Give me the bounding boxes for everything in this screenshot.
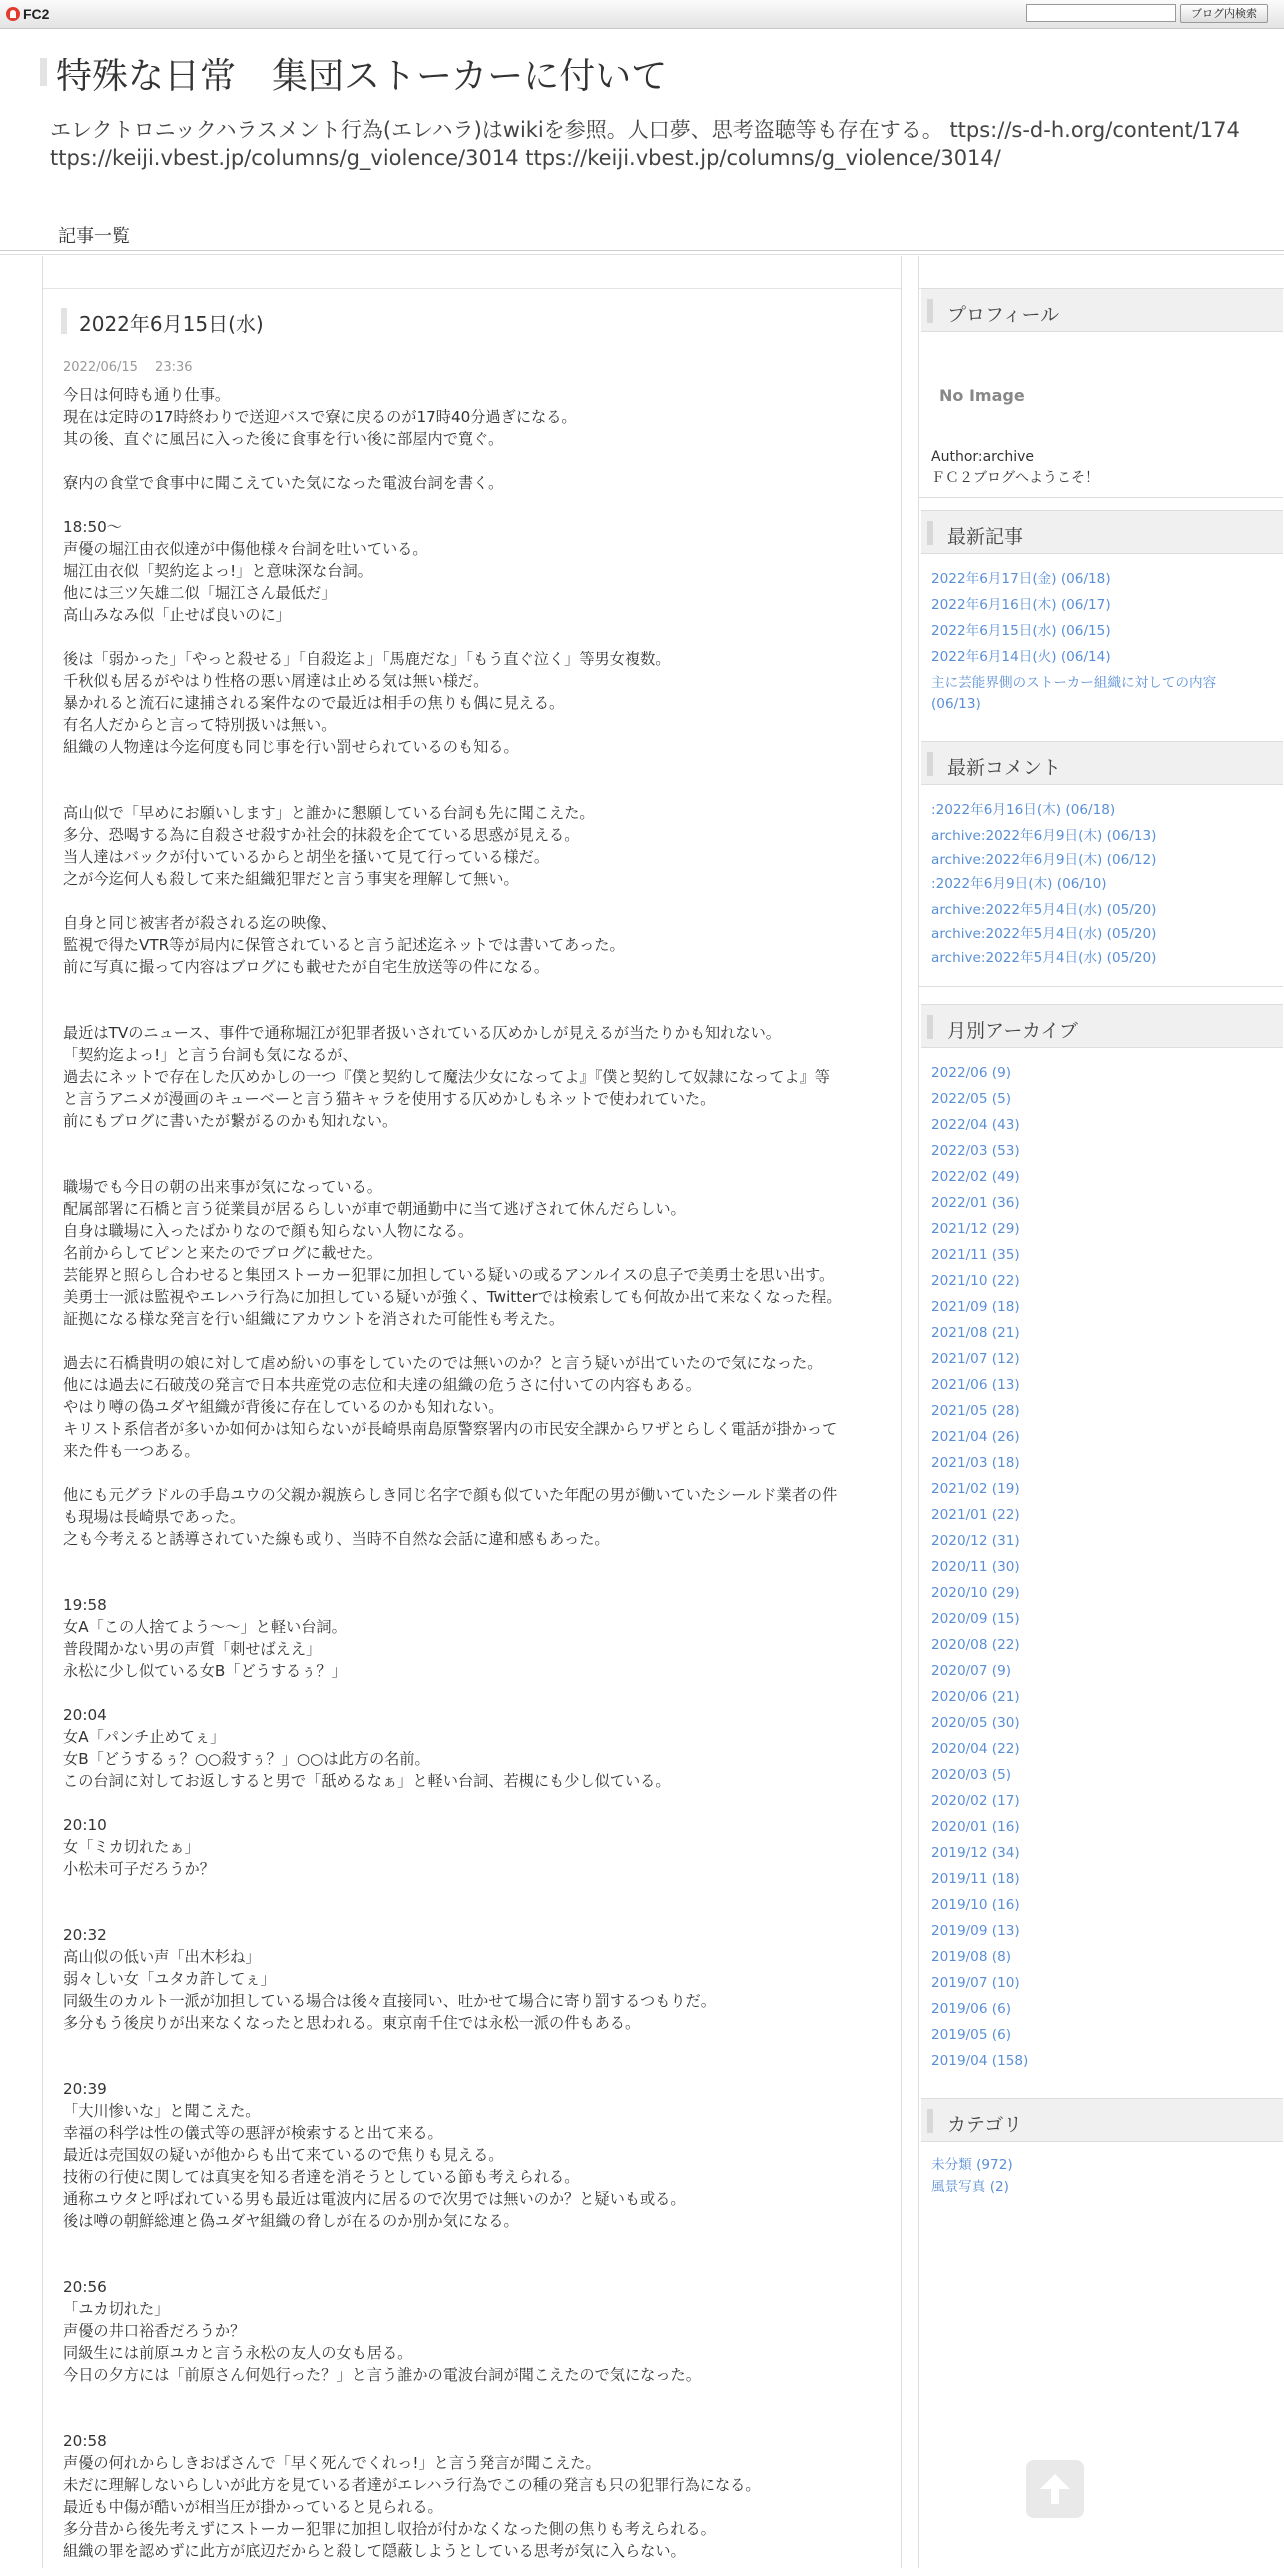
archive-month-link[interactable]: 2022/03 (53) — [931, 1143, 1020, 1159]
main-column — [42, 256, 902, 2568]
archive-month-link[interactable]: 2019/06 (6) — [931, 2001, 1012, 2017]
scroll-to-top-button[interactable] — [1026, 2460, 1084, 2518]
entry-line: 名前からしてピンと来たのでブログに載せた。 — [63, 1244, 382, 1262]
entry-line: 組織の罪を認めずに此方が底辺だからと殺して隠蔽しようとしている思考が気に入らない。 — [63, 2542, 686, 2560]
entry-line: 通称ユウタと呼ばれている男も最近は電波内に居るので次男では無いのか？と疑いも或る。 — [63, 2190, 686, 2208]
archive-month-link[interactable]: 2021/06 (13) — [931, 1377, 1020, 1393]
entry-line: 芸能界と照らし合わせると集団ストーカー犯罪に加担している疑いの或るアンルイスの息子で美勇士を思い出す。 — [63, 1266, 835, 1284]
entry-line: 20:39 — [63, 2080, 107, 2098]
entry-line: 声優の何れからしきおばさんで「早く死んでくれっ!」と言う発言が聞こえた。 — [63, 2454, 601, 2472]
blank-line — [63, 1682, 893, 1704]
entry-line: 今日の夕方には「前原さん何処行った？」と言う誰かの電波台詞が聞こえたので気になった。 — [63, 2366, 701, 2384]
entry-line: 職場でも今日の朝の出来事が気になっている。 — [63, 1178, 382, 1196]
blank-line — [63, 758, 893, 780]
blank-line — [63, 780, 893, 802]
archive-month-link[interactable]: 2020/09 (15) — [931, 1611, 1020, 1627]
entry-line: 18:50～ — [63, 518, 122, 536]
entry-line: 女「ミカ切れたぁ」 — [63, 1838, 200, 1856]
entry-title[interactable]: 2022年6月15日(水) — [79, 312, 264, 336]
entry-line: 女A「パンチ止めてぇ」 — [63, 1728, 226, 1746]
archives-title: 月別アーカイブ — [947, 1020, 1078, 1042]
archives-widget-title — [921, 1004, 1283, 1048]
recent-comment-link[interactable]: archive:2022年5月4日(水) (05/20) — [931, 926, 1157, 942]
blank-line — [63, 2034, 893, 2056]
blank-line — [63, 1572, 893, 1594]
blank-line — [63, 1132, 893, 1154]
title-accent-bar — [40, 58, 47, 86]
entry-line: 今日は何時も通り仕事。 — [63, 386, 231, 404]
fc2-toolbar — [0, 0, 1284, 29]
entry-line: 「ユカ切れた」 — [63, 2300, 170, 2318]
blank-line — [63, 1902, 893, 1924]
entry-line: 美勇士一派は監視やエレハラ行為に加担している疑いが強く、Twitterでは検索しても何故か出て来なくなった程。 — [63, 1288, 842, 1306]
category-link[interactable]: 風景写真 (2) — [931, 2179, 1009, 2195]
entry-line: 弱々しい女「ユタカ許してぇ」 — [63, 1970, 276, 1988]
archive-month-link[interactable]: 2020/07 (9) — [931, 1663, 1012, 1679]
entry-line: 最近も中傷が酷いが相当圧が掛かっていると見られる。 — [63, 2498, 443, 2516]
entry-line: 之が今迄何人も殺して来た組織犯罪だと言う事実を理解して無い。 — [63, 870, 519, 888]
fc2-logo-text: FC2 — [23, 6, 50, 22]
entry-line: 暴かれると流石に逮捕される案件なので最近は相手の焦りも偶に見える。 — [63, 694, 565, 712]
entry-line: 前に写真に撮って内容はブログにも載せたが自宅生放送等の件になる。 — [63, 958, 549, 976]
archive-month-link[interactable]: 2021/05 (28) — [931, 1403, 1020, 1419]
fc2-logo[interactable] — [6, 5, 49, 23]
archive-month-link[interactable]: 2021/04 (26) — [931, 1429, 1020, 1445]
entry-line: 「大川惨いな」と聞こえた。 — [63, 2102, 261, 2120]
entry-line: 同級生のカルト一派が加担している場合は後々直接同い、吐かせて場合に寄り罰するつもりだ。 — [63, 1992, 716, 2010]
recent-comment-link[interactable]: :2022年6月16日(木) (06/18) — [931, 802, 1116, 818]
profile-title: プロフィール — [947, 304, 1060, 326]
entry-line: 高山似で「早めにお願いします」と誰かに懇願している台詞も先に聞こえた。 — [63, 804, 595, 822]
entry-line: 20:56 — [63, 2278, 107, 2296]
blank-line — [63, 2056, 893, 2078]
nav-article-list[interactable]: 記事一覧 — [58, 226, 130, 247]
blank-line — [63, 2408, 893, 2430]
archive-month-link[interactable]: 2020/08 (22) — [931, 1637, 1020, 1653]
blank-line — [63, 1154, 893, 1176]
entry-line: 技術の行使に関しては真実を知る者達を消そうとしている節も考えられる。 — [63, 2168, 580, 2186]
entry-line: 幸福の科学は性の儀式等の悪評が検索すると出て来る。 — [63, 2124, 443, 2142]
profile-widget-title — [921, 288, 1283, 332]
entry-line: 高山似の低い声「出木杉ね」 — [63, 1948, 261, 1966]
widget-accent — [927, 1015, 933, 1039]
entry-line: 「契約迄よっ!」と言う台詞も気になるが、 — [63, 1046, 358, 1064]
recent-comment-link[interactable]: archive:2022年6月9日(木) (06/13) — [931, 828, 1157, 844]
entry-line: 最近は売国奴の疑いが他からも出て来ているので焦りも見える。 — [63, 2146, 504, 2164]
profile-no-image: No Image — [939, 386, 1025, 405]
archive-month-link[interactable]: 2021/11 (35) — [931, 1247, 1020, 1263]
recent-comment-link[interactable]: :2022年6月9日(木) (06/10) — [931, 876, 1107, 892]
archive-month-link[interactable]: 2019/10 (16) — [931, 1897, 1020, 1913]
entry-line: 同級生には前原ユカと言う永松の友人の女も居る。 — [63, 2344, 413, 2362]
blank-line — [63, 626, 893, 648]
entry-line: 自身と同じ被害者が殺される迄の映像、 — [63, 914, 337, 932]
recent-entry-link[interactable]: 2022年6月16日(木) (06/17) — [931, 597, 1111, 613]
entry-title-accent — [61, 308, 67, 334]
category-link[interactable]: 未分類 (972) — [931, 2157, 1013, 2173]
archive-month-link[interactable]: 2020/03 (5) — [931, 1767, 1012, 1783]
recent-entry-link[interactable]: 2022年6月17日(金) (06/18) — [931, 571, 1111, 587]
entry-line: 高山みなみ似「止せば良いのに」 — [63, 606, 291, 624]
entry-line: 女A「この人捨てよう～～」と軽い台詞。 — [63, 1618, 347, 1636]
entry-line: やはり噂の偽ユダヤ組織が背後に存在しているのかも知れない。 — [63, 1398, 504, 1416]
entry-line: 声優の井口裕香だろうか？ — [63, 2322, 246, 2340]
archive-month-link[interactable]: 2022/04 (43) — [931, 1117, 1020, 1133]
blank-line — [63, 2254, 893, 2276]
entry-line: 其の後、直ぐに風呂に入った後に食事を行い後に部屋内で寛ぐ。 — [63, 430, 504, 448]
archive-month-link[interactable]: 2020/10 (29) — [931, 1585, 1020, 1601]
archives-list — [931, 1060, 1231, 2074]
archive-month-link[interactable]: 2022/06 (9) — [931, 1065, 1012, 1081]
entry-line: 20:32 — [63, 1926, 107, 1944]
archive-month-link[interactable]: 2020/01 (16) — [931, 1819, 1020, 1835]
recent-comments-widget-title — [921, 741, 1283, 785]
entry-line: 堀江由衣似「契約迄よっ!」と意味深な台詞。 — [63, 562, 373, 580]
entry-line: 未だに理解しないらしいが此方を見ている者達がエレハラ行為でこの種の発言も只の犯罪行為になる。 — [63, 2476, 761, 2494]
archive-month-link[interactable]: 2022/01 (36) — [931, 1195, 1020, 1211]
archive-month-link[interactable]: 2020/02 (17) — [931, 1793, 1020, 1809]
entry-line: と言うアニメが漫画のキューベーと言う猫キャラを使用する仄めかしもネットで使われていた。 — [63, 1090, 716, 1108]
entry-line: 20:10 — [63, 1816, 107, 1834]
recent-entries-widget-title — [921, 510, 1283, 554]
categories-title: カテゴリ — [947, 2114, 1023, 2136]
blog-search-input[interactable] — [1026, 4, 1176, 22]
blog-search-button[interactable]: ブログ内検索 — [1180, 4, 1268, 23]
recent-comments-list — [931, 797, 1231, 969]
entry-line: 配属部署に石橋と言う従業員が居るらしいが車で朝通勤中に当て逃げされて休んだらしい。 — [63, 1200, 686, 1218]
archive-month-link[interactable]: 2019/12 (34) — [931, 1845, 1020, 1861]
archive-month-link[interactable]: 2019/05 (6) — [931, 2027, 1012, 2043]
profile-welcome: ＦＣ２ブログへようこそ！ — [931, 470, 1099, 486]
widget-accent — [927, 2109, 933, 2133]
entry-line: 他にも元グラドルの手島ユウの父親か親族らしき同じ名字で顔も似ていた年配の男が働いていたシールド業者の件 — [63, 1486, 838, 1504]
archive-month-link[interactable]: 2020/04 (22) — [931, 1741, 1020, 1757]
entry-line: 寮内の食堂で食事中に聞こえていた気になった電波台詞を書く。 — [63, 474, 504, 492]
blank-line — [63, 890, 893, 912]
fc2-logo-icon — [6, 7, 20, 21]
entry-body — [63, 384, 893, 2562]
archive-month-link[interactable]: 2019/07 (10) — [931, 1975, 1020, 1991]
entry-line: 多分もう後戻りが出来なくなったと思われる。東京南千住では永松一派の件もある。 — [63, 2014, 641, 2032]
widget-accent — [927, 299, 933, 323]
archive-month-link[interactable]: 2021/03 (18) — [931, 1455, 1020, 1471]
entry-line: 最近はTVのニュース、事件で通称堀江が犯罪者扱いされている仄めかしが見えるが当たりかも知れない。 — [63, 1024, 781, 1042]
entry-line: 小松未可子だろうか？ — [63, 1860, 215, 1878]
categories-list — [931, 2154, 1231, 2198]
entry-line: 過去にネットで存在した仄めかしの一つ『僕と契約して魔法少女になってよ』『僕と契約して奴隷になってよ』等 — [63, 1068, 830, 1086]
archive-month-link[interactable]: 2021/08 (21) — [931, 1325, 1020, 1341]
blank-line — [63, 1550, 893, 1572]
recent-comment-link[interactable]: archive:2022年6月9日(木) (06/12) — [931, 852, 1157, 868]
entry-line: 19:58 — [63, 1596, 107, 1614]
archive-month-link[interactable]: 2021/10 (22) — [931, 1273, 1020, 1289]
sidebar — [918, 256, 1284, 2568]
entry-line: 後は噂の朝鮮総連と偽ユダヤ組織の脅しが在るのか別か気になる。 — [63, 2212, 519, 2230]
blank-line — [63, 978, 893, 1000]
entry-line: 監視で得たVTR等が局内に保管されていると言う記述迄ネットでは書いてあった。 — [63, 936, 625, 954]
blank-line — [63, 1792, 893, 1814]
entry-line: 之も今考えると誘導されていた線も或り、当時不自然な会話に違和感もあった。 — [63, 1530, 610, 1548]
entry-line: 他には三ツ矢雄二似「堀江さん最低だ」 — [63, 584, 337, 602]
recent-entry-link[interactable]: 2022年6月15日(水) (06/15) — [931, 623, 1111, 639]
widget-accent — [927, 752, 933, 776]
global-nav — [0, 208, 1284, 251]
entry-line: 組織の人物達は今迄何度も同じ事を行い罰せられているのも知る。 — [63, 738, 519, 756]
blank-line — [63, 1000, 893, 1022]
site-title[interactable]: 特殊な日常 集団ストーカーに付いて — [56, 56, 668, 97]
widget-accent — [927, 521, 933, 545]
archive-month-link[interactable]: 2020/12 (31) — [931, 1533, 1020, 1549]
archive-month-link[interactable]: 2020/06 (21) — [931, 1689, 1020, 1705]
recent-entries-title: 最新記事 — [947, 526, 1024, 548]
entry-line: 多分昔から後先考えずにストーカー犯罪に加担し収拾が付かなくなった側の焦りも考えられる。 — [63, 2520, 716, 2538]
nav-divider — [0, 254, 1284, 255]
entry-line: 他には過去に石破茂の発言で日本共産党の志位和夫達の組織の危うさに付いての内容もある。 — [63, 1376, 701, 1394]
entry-line: 20:58 — [63, 2432, 107, 2450]
blank-line — [63, 1330, 893, 1352]
entry-line: 有名人だからと言って特別扱いは無い。 — [63, 716, 337, 734]
entry-line: 声優の堀江由衣似達が中傷他様々台詞を吐いている。 — [63, 540, 428, 558]
entry-line: 20:04 — [63, 1706, 107, 1724]
entry-line: 当人達はバックが付いているからと胡坐を搔いて見て行っている様だ。 — [63, 848, 549, 866]
blank-line — [63, 494, 893, 516]
site-description: エレクトロニックハラスメント行為(エレハラ)はwikiを参照。人口夢、思考盗聴等も存在する。 ttps://s-d-h.org/content/174 ttps://keiji.vbest.jp/columns/g_violence/3014 ttps://keiji.vbest.jp/columns/g_violence/3014/ — [50, 118, 1240, 170]
archive-month-link[interactable]: 2021/02 (19) — [931, 1481, 1020, 1497]
archive-month-link[interactable]: 2022/05 (5) — [931, 1091, 1012, 1107]
archive-month-link[interactable]: 2021/12 (29) — [931, 1221, 1020, 1237]
recent-comment-link[interactable]: archive:2022年5月4日(水) (05/20) — [931, 902, 1157, 918]
archive-month-link[interactable]: 2019/08 (8) — [931, 1949, 1012, 1965]
entry-date: 2022/06/15 23:36 — [63, 360, 193, 375]
categories-widget-title — [921, 2098, 1283, 2142]
entry-line: も現場は長崎県であった。 — [63, 1508, 246, 1526]
entry-line: 後は「弱かった」「やっと殺せる」「自殺迄よ」「馬鹿だな」「もう直ぐ泣く」等男女複数。 — [63, 650, 671, 668]
archive-month-link[interactable]: 2022/02 (49) — [931, 1169, 1020, 1185]
entry-line: この台詞に対してお返しすると男で「舐めるなぁ」と軽い台詞、若槻にも少し似ている。 — [63, 1772, 671, 1790]
entry-line: 過去に石橋貴明の娘に対して虐め紛いの事をしていたのでは無いのか？と言う疑いが出ていたので気になった。 — [63, 1354, 823, 1372]
recent-comment-link[interactable]: archive:2022年5月4日(水) (05/20) — [931, 950, 1157, 966]
blank-line — [63, 2386, 893, 2408]
archive-month-link[interactable]: 2020/11 (30) — [931, 1559, 1020, 1575]
archive-month-link[interactable]: 2019/11 (18) — [931, 1871, 1020, 1887]
archive-month-link[interactable]: 2019/04 (158) — [931, 2053, 1029, 2069]
blank-line — [63, 1462, 893, 1484]
archive-month-link[interactable]: 2021/07 (12) — [931, 1351, 1020, 1367]
archive-month-link[interactable]: 2021/01 (22) — [931, 1507, 1020, 1523]
entry-line: 現在は定時の17時終わりで送迎バスで寮に戻るのが17時40分過ぎになる。 — [63, 408, 577, 426]
main-top-divider — [43, 288, 901, 289]
entry-line: 自身は職場に入ったばかりなので顔も知らない人物になる。 — [63, 1222, 474, 1240]
entry-line: 来た件も一つある。 — [63, 1442, 200, 1460]
entry-line: 千秋似も居るがやはり性格の悪い屑達は止める気は無い様だ。 — [63, 672, 489, 690]
entry-line: 普段聞かない男の声質「刺せばええ」 — [63, 1640, 322, 1658]
entry-line: 多分、恐喝する為に自殺させ殺すか社会的抹殺を企てている思惑が見える。 — [63, 826, 580, 844]
entry-line: 永松に少し似ている女B「どうするぅ？」 — [63, 1662, 347, 1680]
archive-month-link[interactable]: 2019/09 (13) — [931, 1923, 1020, 1939]
entry-line: 証拠になる様な発言を行い組織にアカウントを消された可能性も考えた。 — [63, 1310, 565, 1328]
blank-line — [63, 450, 893, 472]
archive-month-link[interactable]: 2020/05 (30) — [931, 1715, 1020, 1731]
blank-line — [63, 1880, 893, 1902]
profile-author-text: Author:archive — [931, 449, 1034, 465]
entry-line: 前にもブログに書いたが繋がるのかも知れない。 — [63, 1112, 398, 1130]
blank-line — [63, 2232, 893, 2254]
recent-entry-link[interactable]: 主に芸能界側のストーカー組織に対しての内容 (06/13) — [931, 675, 1217, 712]
entry-line: 女B「どうするぅ？○○殺すぅ？」○○は此方の名前。 — [63, 1750, 430, 1768]
recent-entry-link[interactable]: 2022年6月14日(火) (06/14) — [931, 649, 1111, 665]
archive-month-link[interactable]: 2021/09 (18) — [931, 1299, 1020, 1315]
entry-line: キリスト系信者が多いか如何かは知らないが長崎県南島原警察署内の市民安全課からワザとらしく電話が掛かって — [63, 1420, 838, 1438]
recent-comments-title: 最新コメント — [947, 757, 1062, 779]
